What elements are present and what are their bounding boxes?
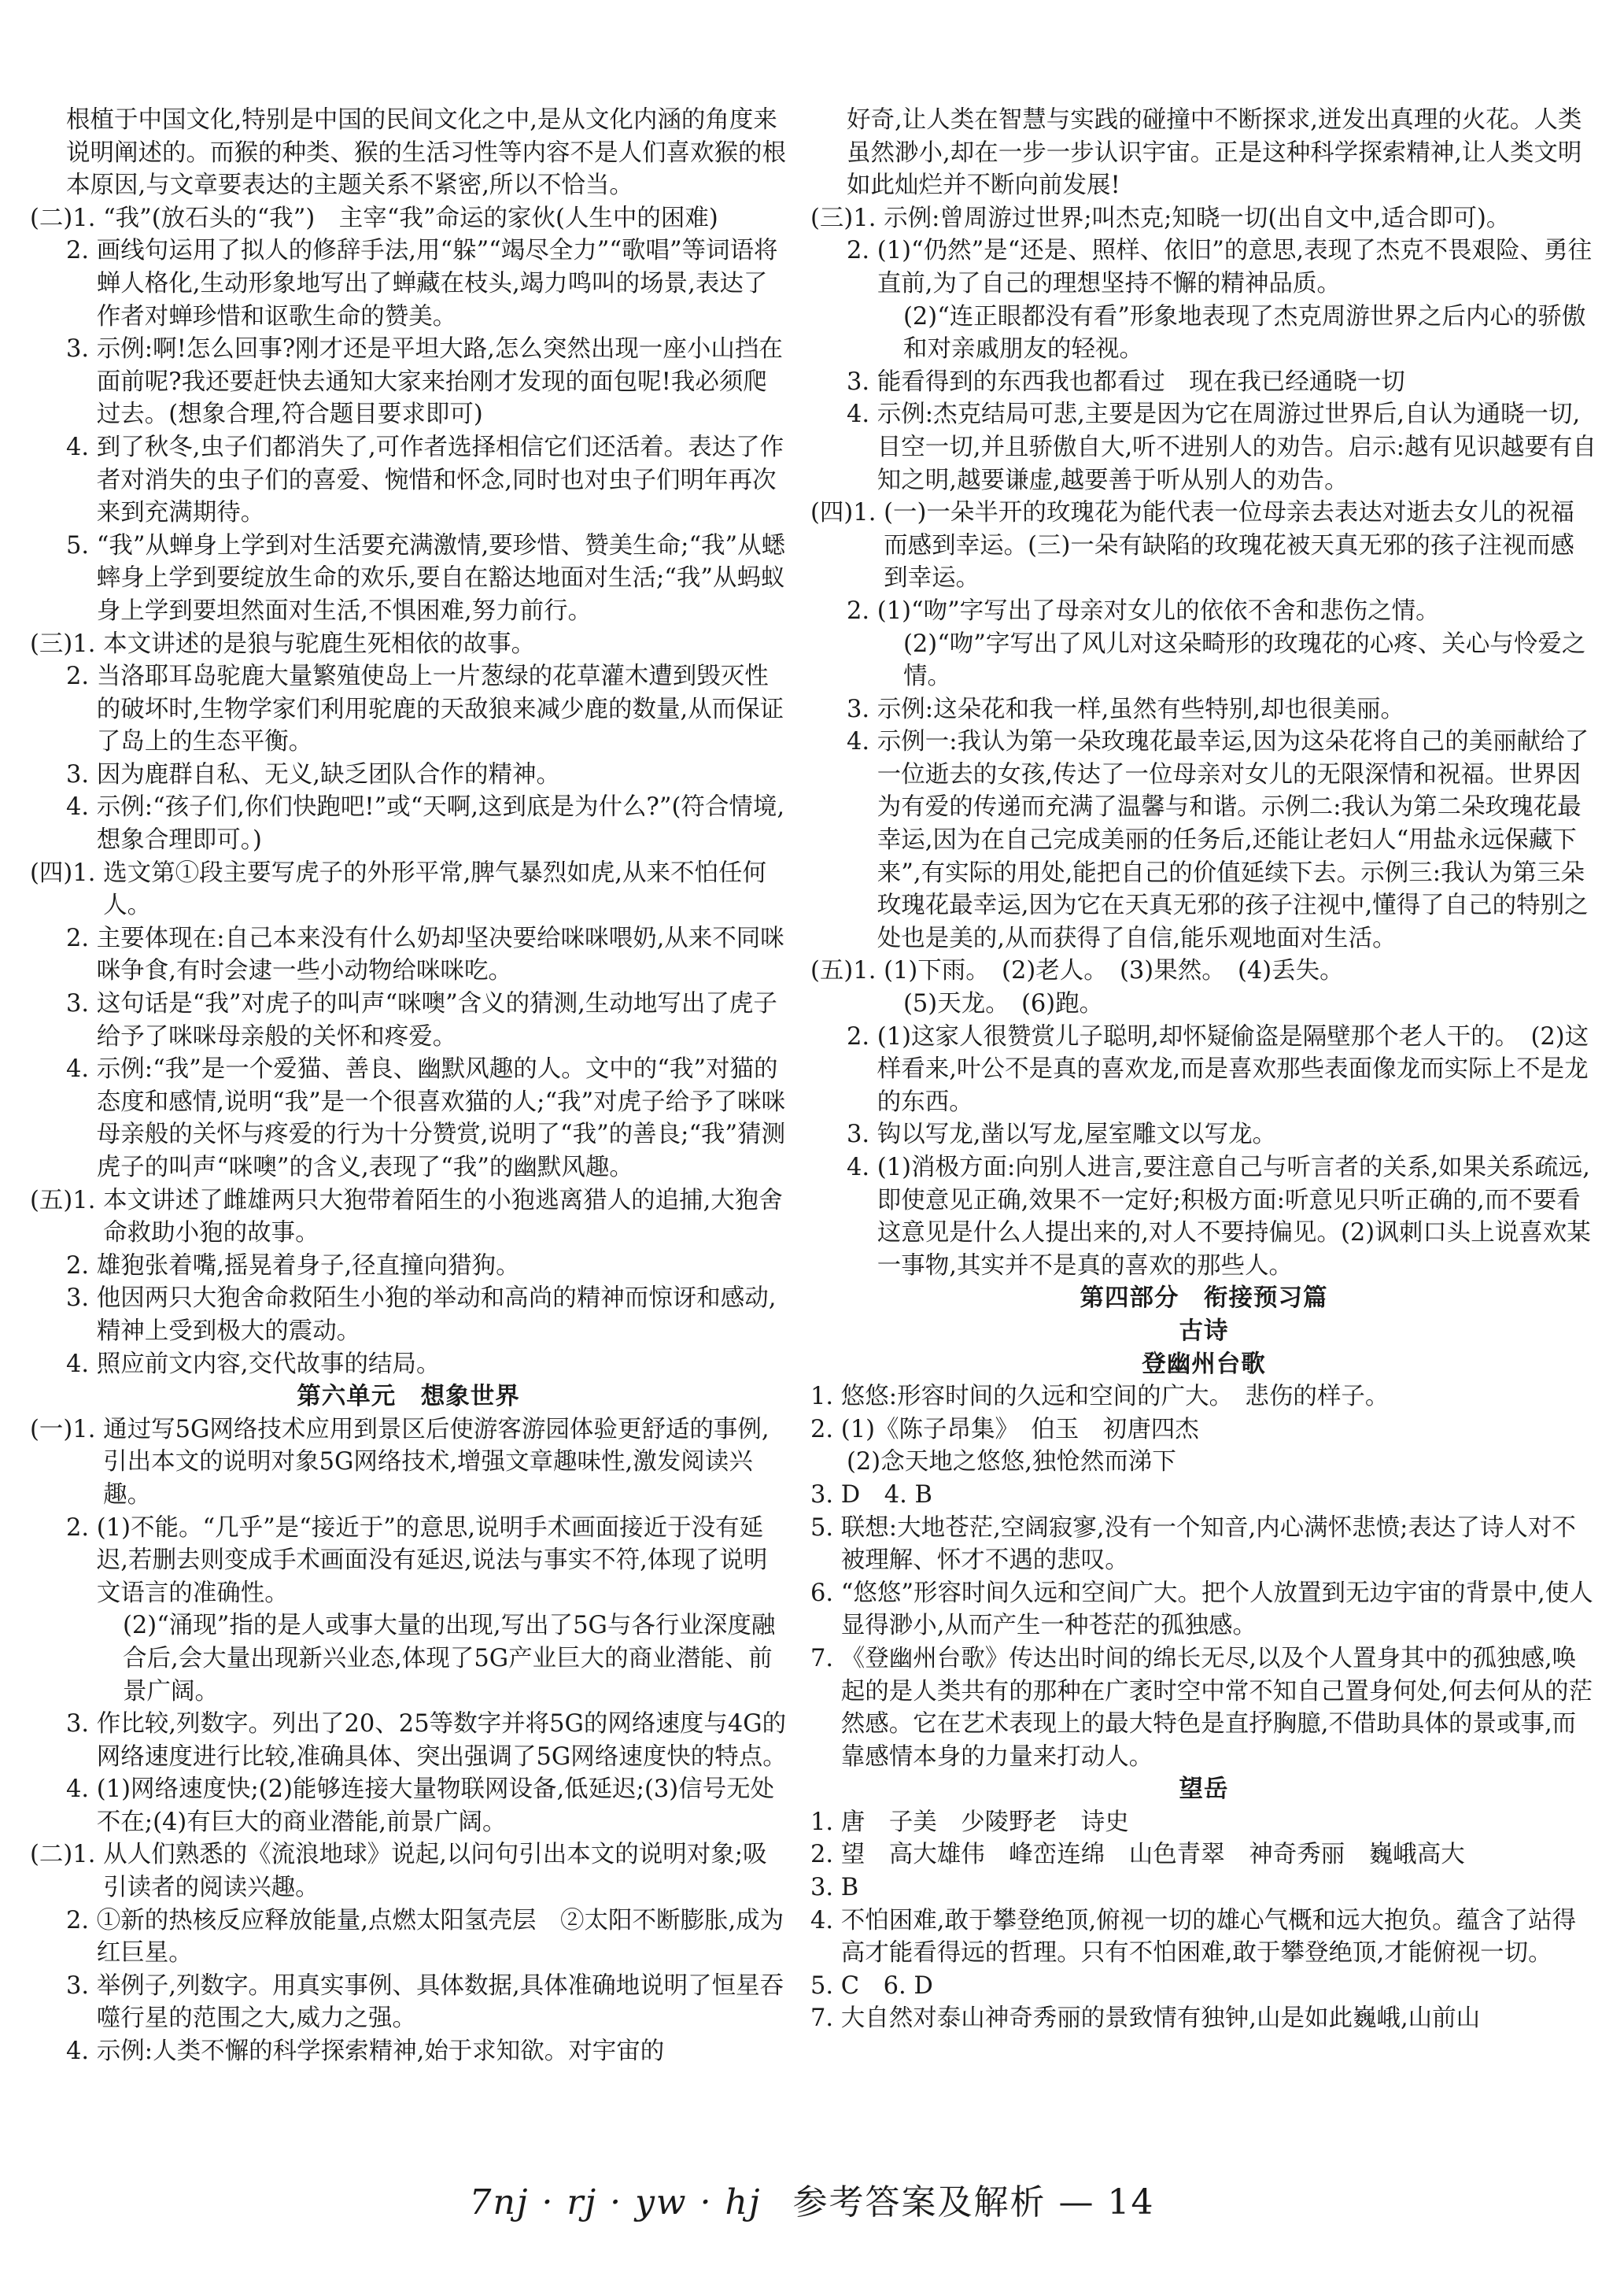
item-number: 3. — [66, 1710, 97, 1738]
item-number: 2. — [66, 924, 97, 952]
item-number: 3. — [66, 1284, 97, 1313]
answer-item — [810, 595, 1597, 628]
item-number: 2. — [810, 1415, 841, 1443]
answer-item — [30, 202, 787, 235]
answer-item — [810, 235, 1597, 300]
answer-text: 示例:“孩子们,你们快跑吧!”或“天啊,这到底是为什么?”(符合情境,想象合理即可。) — [96, 793, 785, 855]
answer-item — [30, 1282, 787, 1347]
answer-text: (1)网络速度快;(2)能够连接大量物联网设备,低延迟;(3)信号无处不在;(4)有巨大的商业潜能,前景广阔。 — [96, 1775, 775, 1836]
item-number: (四)1. — [810, 499, 884, 527]
answer-text: (1)消极方面:向别人进言,要注意自己与听言者的关系,如果关系疏远,即使意见正确,效果不一定好;积极方面:听意见只听正确的,而不要看这意见是什么人提出来的,对人不要持偏见。(2)讽刺口头上说喜欢某一事物,其实并不是真的喜欢的那些人。 — [877, 1154, 1591, 1280]
answer-text: “悠悠”形容时间久远和空间广大。把个人放置到无边宇宙的背景中,使人显得渺小,从而产生一种苍茫的孤独感。 — [840, 1579, 1593, 1640]
answer-item — [810, 628, 1597, 693]
answer-text: (1)这家人很赞赏儿子聪明,却怀疑偷盗是隔壁那个老人干的。 (2)这样看来,叶公不是真的喜欢龙,而是喜欢那些表面像龙而实际上不是龙的东西。 — [877, 1022, 1589, 1116]
answer-text: (5)天龙。 (6)跑。 — [903, 990, 1104, 1018]
answer-text: B — [840, 1874, 859, 1902]
item-number: 2. — [847, 597, 877, 625]
answer-item — [30, 1708, 787, 1773]
item-number: 1. — [810, 1808, 841, 1836]
item-number: 3. — [847, 695, 877, 723]
answer-item — [30, 1970, 787, 2035]
answer-text: 示例:曾周游过世界;叫杰克;知晓一切(出自文中,适合即可)。 — [884, 204, 1511, 232]
page-footer — [0, 2174, 1624, 2224]
answer-item — [30, 104, 787, 202]
item-number: (五)1. — [810, 957, 884, 985]
answer-text: 雄狍张着嘴,摇晃着身子,径直撞向猎狗。 — [96, 1251, 520, 1280]
answer-item — [30, 2035, 787, 2068]
item-number: (二)1. — [30, 1841, 104, 1869]
answer-text: C 6. D — [840, 1971, 933, 2000]
answer-item — [30, 1250, 787, 1283]
item-number: 3. — [66, 990, 97, 1018]
answer-text: 示例:这朵花和我一样,虽然有些特别,却也很美丽。 — [877, 695, 1404, 723]
answer-item — [810, 1577, 1597, 1642]
answer-text: 这句话是“我”对虎子的叫声“咪噢”含义的猜测,生动地写出了虎子给予了咪咪母亲般的关怀和疼爱。 — [96, 990, 777, 1051]
answer-text: 《登幽州台歌》传达出时间的绵长无尽,以及个人置身其中的孤独感,唤起的是人类共有的那种在广袤时空中常不知自己置身何处,何去何从的茫然感。它在艺术表现上的最大特色是直抒胸臆,不借助具体的景或事,而靠感情本身的力量来打动人。 — [840, 1644, 1593, 1771]
answer-item — [810, 955, 1597, 988]
answer-item — [810, 1642, 1597, 1773]
item-number: (五)1. — [30, 1186, 104, 1214]
item-number: 5. — [810, 1513, 841, 1542]
answer-item — [810, 1380, 1597, 1413]
answer-item — [810, 726, 1597, 955]
answer-text: (2)“连正眼都没有看”形象地表现了杰克周游世界之后内心的骄傲和对亲戚朋友的轻视。 — [903, 302, 1586, 364]
item-number: (二)1. — [30, 204, 104, 232]
section-heading: 登幽州台歌 — [1142, 1349, 1266, 1378]
answer-text: (1)《陈子昂集》 伯玉 初唐四杰 — [840, 1415, 1199, 1443]
item-number: 4. — [66, 433, 97, 461]
answer-text: 本文讲述的是狼与驼鹿生死相依的故事。 — [103, 630, 536, 658]
item-number: 2. — [66, 1906, 97, 1934]
answer-item — [30, 1053, 787, 1184]
item-number: 4. — [66, 2038, 97, 2066]
item-number: 3. — [810, 1480, 841, 1509]
answer-item — [810, 988, 1597, 1021]
item-number: 2. — [847, 1022, 877, 1051]
item-number: 4. — [810, 1906, 841, 1934]
answer-item — [810, 1479, 1597, 1512]
item-number: (三)1. — [30, 630, 104, 658]
answer-text: 能看得到的东西我也都看过 现在我已经通晓一切 — [877, 368, 1405, 396]
answer-item — [810, 497, 1597, 595]
item-number: 6. — [810, 1579, 841, 1607]
left-column — [30, 104, 787, 2068]
answer-text: (2)“吻”字写出了风儿对这朵畸形的玫瑰花的心疼、关心与怜爱之情。 — [903, 630, 1586, 691]
item-number: 3. — [847, 368, 877, 396]
item-number: 2. — [847, 237, 877, 265]
answer-item — [810, 2002, 1597, 2035]
answer-item — [30, 660, 787, 759]
answer-text: 联想:大地苍茫,空阔寂寥,没有一个知音,内心满怀悲愤;表达了诗人对不被理解、怀才不遇的悲叹。 — [840, 1513, 1576, 1575]
answer-item — [810, 202, 1597, 235]
item-number: 4. — [66, 1775, 97, 1804]
answer-text: (1)下雨。 (2)老人。 (3)果然。 (4)丢失。 — [884, 957, 1344, 985]
answer-text: 示例:人类不懈的科学探索精神,始于求知欲。对宇宙的 — [96, 2038, 665, 2066]
answer-item — [810, 1021, 1597, 1119]
item-number: 3. — [810, 1874, 841, 1902]
answer-item — [30, 922, 787, 988]
answer-item — [810, 693, 1597, 726]
item-number: 7. — [810, 1644, 841, 1672]
item-number: (一)1. — [30, 1415, 104, 1443]
answer-item — [30, 857, 787, 922]
answer-text: 悠悠:形容时间的久远和空间的广大。 悲伤的样子。 — [840, 1383, 1390, 1411]
answer-text: 作比较,列数字。列出了20、25等数字并将5G的网络速度与4G的网络速度进行比较,准确具体、突出强调了5G网络速度快的特点。 — [96, 1710, 787, 1771]
section-heading: 第六单元 想象世界 — [297, 1382, 520, 1411]
answer-item — [810, 366, 1597, 399]
item-number: 2. — [66, 237, 97, 265]
item-number: 4. — [66, 1055, 97, 1084]
answer-item — [30, 628, 787, 661]
answer-text: 当洛耶耳岛驼鹿大量繁殖使岛上一片葱绿的花草灌木遭到毁灭性的破坏时,生物学家们利用驼鹿的天敌狼来减少鹿的数量,从而保证了岛上的生态平衡。 — [96, 663, 784, 756]
answer-item — [30, 988, 787, 1053]
answer-item — [30, 1838, 787, 1904]
answer-text: ①新的热核反应释放能量,点燃太阳氢壳层 ②太阳不断膨胀,成为红巨星。 — [96, 1906, 784, 1967]
item-number: 7. — [810, 2004, 841, 2033]
item-number: (三)1. — [810, 204, 884, 232]
answer-text: 本文讲述了雌雄两只大狍带着陌生的小狍逃离猎人的追捕,大狍舍命救助小狍的故事。 — [103, 1186, 783, 1247]
answer-item — [30, 1609, 787, 1708]
item-number: 3. — [66, 335, 97, 364]
item-number: 2. — [66, 663, 97, 691]
item-number: 1. — [810, 1383, 841, 1411]
answer-text: 因为鹿群自私、无义,缺乏团队合作的精神。 — [96, 760, 560, 789]
answer-text: 示例一:我认为第一朵玫瑰花最幸运,因为这朵花将自己的美丽献给了一位逝去的女孩,传达了一位母亲对女儿的无限深情和祝福。世界因为有爱的传递而充满了温馨与和谐。示例二:我认为第二朵玫瑰花最幸运,因为在自己完成美丽的任务后,还能让老妇人“用盐永远保藏下来”,有实际的用处,能把自己的价值延续下去。示例三:我认为第三朵玫瑰花最幸运,因为它在天真无邪的孩子注视中,懂得了自己的特别之处也是美的,从而获得了自信,能乐观地面对生活。 — [877, 728, 1589, 952]
answer-item — [810, 1151, 1597, 1282]
answer-item — [30, 1773, 787, 1838]
item-number: 5. — [66, 531, 97, 560]
answer-item — [810, 1512, 1597, 1577]
item-number: (四)1. — [30, 859, 104, 887]
answer-text: 不怕困难,敢于攀登绝顶,俯视一切的雄心气概和远大抱负。蕴含了站得高才能看得远的哲理。只有不怕困难,敢于攀登绝顶,才能俯视一切。 — [840, 1906, 1577, 1967]
section-heading: 古诗 — [1179, 1316, 1229, 1345]
answer-item — [30, 1512, 787, 1610]
answer-item — [810, 1118, 1597, 1151]
answer-item — [30, 759, 787, 792]
item-number: 4. — [847, 401, 877, 429]
answer-item — [30, 1905, 787, 1970]
answer-item — [810, 1871, 1597, 1905]
answer-item — [30, 1348, 787, 1381]
answer-text: 画线句运用了拟人的修辞手法,用“躲”“竭尽全力”“歌唱”等词语将蝉人格化,生动形象地写出了蝉藏在枝头,竭力鸣叫的场景,表达了作者对蝉珍惜和讴歌生命的赞美。 — [96, 237, 778, 331]
answer-item — [810, 104, 1597, 202]
answer-text: 示例:杰克结局可悲,主要是因为它在周游过世界后,自认为通晓一切,目空一切,并且骄傲自大,听不进别人的劝告。启示:越有见识越要有自知之明,越要谦虚,越要善于听从别人的劝告。 — [877, 401, 1596, 494]
answer-item — [30, 791, 787, 856]
answer-text: 举例子,列数字。用真实事例、具体数据,具体准确地说明了恒星吞噬行星的范围之大,威力之强。 — [96, 1971, 784, 2033]
answer-text: 钩以写龙,凿以写龙,屋室雕文以写龙。 — [877, 1121, 1277, 1149]
item-number: 2. — [810, 1841, 841, 1869]
item-number: 3. — [66, 1971, 97, 2000]
section-heading: 望岳 — [1179, 1775, 1229, 1804]
answer-item — [810, 1413, 1597, 1447]
item-number: 2. — [66, 1251, 97, 1280]
answer-text: 他因两只大狍舍命救陌生小狍的举动和高尚的精神而惊讶和感动,精神上受到极大的震动。 — [96, 1284, 777, 1345]
answer-item — [810, 1838, 1597, 1871]
answer-text: 到了秋冬,虫子们都消失了,可作者选择相信它们还活着。表达了作者对消失的虫子们的喜爱、惋惜和怀念,同时也对虫子们明年再次来到充满期待。 — [96, 433, 784, 527]
answer-text: (一)一朵半开的玫瑰花为能代表一位母亲去表达对逝去女儿的祝福而感到幸运。(三)一朵有缺陷的玫瑰花被天真无邪的孩子注视而感到幸运。 — [884, 499, 1574, 593]
answer-text: 主要体现在:自己本来没有什么奶却坚决要给咪咪喂奶,从来不同咪咪争食,有时会逮一些小动物给咪咪吃。 — [96, 924, 784, 985]
right-column — [810, 104, 1597, 2035]
answer-text: (1)不能。“几乎”是“接近于”的意思,说明手术画面接近于没有延迟,若删去则变成手术画面没有延迟,说法与事实不符,体现了说明文语言的准确性。 — [96, 1513, 768, 1607]
answer-item — [810, 1970, 1597, 2003]
answer-text: 示例:啊!怎么回事?刚才还是平坦大路,怎么突然出现一座小山挡在面前呢?我还要赶快去通知大家来抬刚才发现的面包呢!我必须爬过去。(想象合理,符合题目要求即可) — [96, 335, 783, 429]
item-number: 3. — [847, 1121, 877, 1149]
item-number: 3. — [66, 760, 97, 789]
item-number: 5. — [810, 1971, 841, 2000]
answer-text: (1)“仍然”是“还是、照样、依旧”的意思,表现了杰克不畏艰险、勇往直前,为了自己的理想坚持不懈的精神品质。 — [877, 237, 1593, 297]
answer-text: “我”(放石头的“我”) 主宰“我”命运的家伙(人生中的困难) — [103, 204, 718, 232]
answer-text: 大自然对泰山神奇秀丽的景致情有独钟,山是如此巍峨,山前山 — [840, 2004, 1481, 2033]
answer-item — [810, 398, 1597, 497]
answer-text: 根植于中国文化,特别是中国的民间文化之中,是从文化内涵的角度来说明阐述的。而猴的种类、猴的生活习性等内容不是人们喜欢猴的根本原因,与文章要表达的主题关系不紧密,所以不恰当。 — [66, 106, 786, 200]
item-number: 4. — [66, 793, 97, 822]
item-number: 4. — [847, 728, 877, 756]
answer-text: 望 高大雄伟 峰峦连绵 山色青翠 神奇秀丽 巍峨高大 — [840, 1841, 1465, 1869]
answer-item — [810, 1446, 1597, 1479]
answer-item — [30, 333, 787, 431]
answer-item — [30, 431, 787, 530]
answer-text: 示例:“我”是一个爱猫、善良、幽默风趣的人。文中的“我”对猫的态度和感情,说明“我”是一个很喜欢猫的人;“我”对虎子给予了咪咪母亲般的关怀与疼爱的行为十分赞赏,说明了“我”的善良;“我”猜测虎子的叫声“咪噢”的含义,表现了“我”的幽默风趣。 — [96, 1055, 786, 1181]
answer-text: (2)“涌现”指的是人或事大量的出现,写出了5G与各行业深度融合后,会大量出现新兴业态,体现了5G产业巨大的商业潜能、前景广阔。 — [123, 1612, 776, 1705]
answer-text: “我”从蝉身上学到对生活要充满激情,要珍惜、赞美生命;“我”从蟋蟀身上学到要绽放生命的欢乐,要自在豁达地面对生活;“我”从蚂蚁身上学到要坦然面对生活,不惧困难,努力前行。 — [96, 531, 786, 625]
answer-item — [30, 1184, 787, 1250]
section-heading: 第四部分 衔接预习篇 — [1080, 1284, 1328, 1313]
page-label: 参考答案及解析 — 14 — [792, 2182, 1155, 2222]
answer-item — [30, 530, 787, 628]
answer-text: 从人们熟悉的《流浪地球》说起,以问句引出本文的说明对象;吸引读者的阅读兴趣。 — [103, 1841, 767, 1902]
answer-item — [30, 235, 787, 333]
answer-text: 通过写5G网络技术应用到景区后使游客游园体验更舒适的事例,引出本文的说明对象5G网络技术,增强文章趣味性,激发阅读兴趣。 — [103, 1415, 770, 1509]
answer-text: (1)“吻”字写出了母亲对女儿的依依不舍和悲伤之情。 — [877, 597, 1440, 625]
answer-text: (2)念天地之悠悠,独怆然而涕下 — [847, 1448, 1176, 1476]
answer-text: 唐 子美 少陵野老 诗史 — [840, 1808, 1129, 1836]
item-number: 4. — [847, 1154, 877, 1181]
book-code: 7nj · rj · yw · hj — [469, 2182, 762, 2222]
item-number: 4. — [66, 1350, 97, 1378]
answer-item — [810, 1806, 1597, 1839]
answer-item — [810, 1905, 1597, 1970]
item-number: 2. — [66, 1513, 97, 1542]
answer-text: D 4. B — [840, 1480, 932, 1509]
answer-text: 选文第①段主要写虎子的外形平常,脾气暴烈如虎,从来不怕任何人。 — [103, 859, 766, 920]
answer-item — [810, 301, 1597, 366]
answer-item — [30, 1413, 787, 1512]
answer-text: 好奇,让人类在智慧与实践的碰撞中不断探求,迸发出真理的火花。人类虽然渺小,却在一步一步认识宇宙。正是这种科学探索精神,让人类文明如此灿烂并不断向前发展! — [847, 106, 1582, 200]
answer-text: 照应前文内容,交代故事的结局。 — [96, 1350, 441, 1378]
